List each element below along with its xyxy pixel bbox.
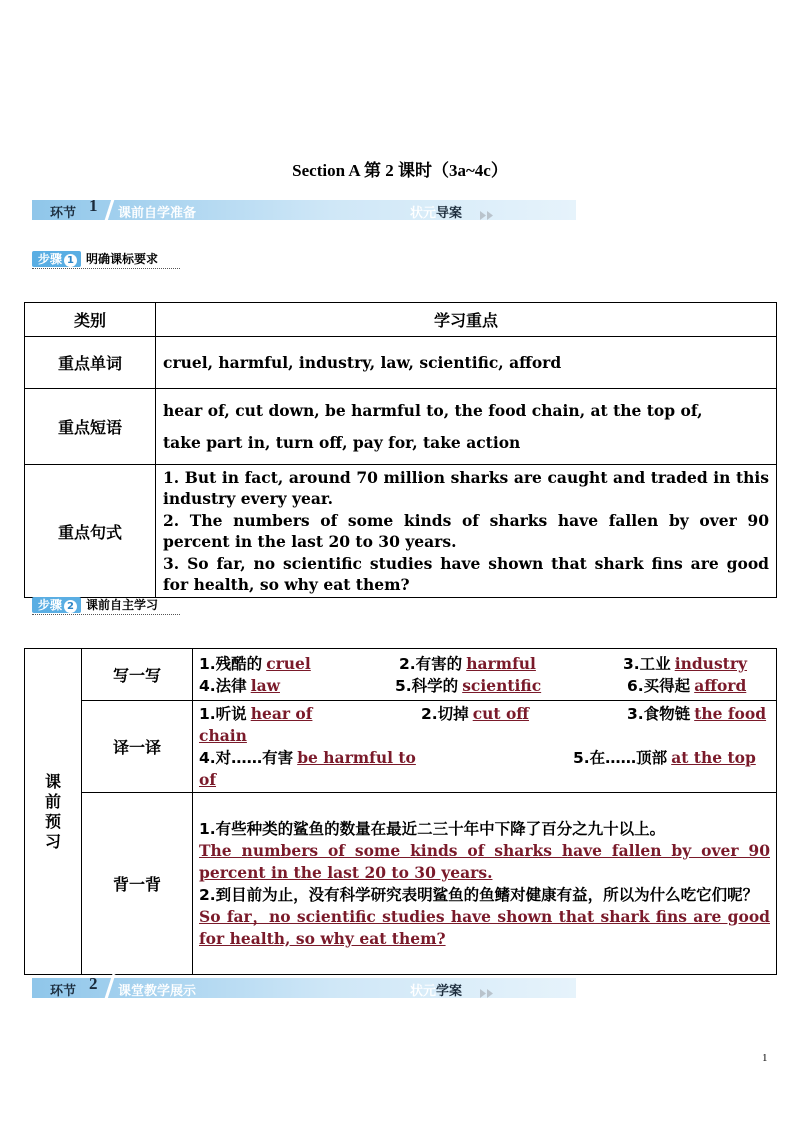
write-item-6: 6.买得起 afford bbox=[627, 675, 747, 695]
translate-item-3: 3.食物链 the food bbox=[627, 703, 767, 723]
row-label-recite: 背一背 bbox=[82, 793, 193, 975]
key-phrases bbox=[156, 389, 777, 465]
section-banner-2 bbox=[32, 974, 576, 999]
recite-answer-2: So far，no scientific studies have shown that shark fins are good for health, so why eat them? bbox=[199, 906, 770, 948]
recite-question-2: 2.到目前为止，没有科学研究表明鲨鱼的鱼鳍对健康有益，所以为什么吃它们呢？ bbox=[199, 885, 759, 904]
sentence-3: 3. So far, no scientific studies have shown that shark fins are good for health, so why eat them? bbox=[163, 553, 769, 594]
translate-items bbox=[193, 701, 777, 793]
write-item-5: 5.科学的 scientific bbox=[395, 675, 542, 695]
table-row-translate bbox=[25, 701, 777, 793]
row-label-phrases: 重点短语 bbox=[25, 389, 156, 465]
double-arrow-icon bbox=[480, 983, 494, 1002]
write-item-2: 2.有害的 harmful bbox=[399, 653, 536, 673]
banner-slash-icon bbox=[102, 974, 116, 1002]
write-item-1: 1.残酷的 cruel bbox=[199, 653, 311, 673]
banner-name: 课堂教学展示 bbox=[118, 984, 197, 999]
step-text: 明确课标要求 bbox=[86, 252, 159, 266]
row-label-translate: 译一译 bbox=[82, 701, 193, 793]
banner-number: 2 bbox=[89, 974, 98, 993]
step-1-label bbox=[32, 250, 158, 268]
step-text: 课前自主学习 bbox=[86, 598, 159, 612]
translate-item-5: 5.在……顶部 at the top bbox=[573, 747, 756, 767]
recite-answer-1: The numbers of some kinds of sharks have fallen by over 90 percent in the last 20 to 30 years. bbox=[199, 840, 770, 882]
step-number-icon: 2 bbox=[64, 600, 77, 613]
header-focus: 学习重点 bbox=[156, 303, 777, 337]
section-banner-1 bbox=[32, 196, 576, 221]
table-row-write bbox=[25, 649, 777, 701]
banner-right-label: 状元学案 bbox=[410, 984, 463, 999]
key-sentences bbox=[156, 465, 777, 598]
double-arrow-icon bbox=[480, 205, 494, 224]
step-pill: 步骤 1 bbox=[32, 251, 81, 267]
banner-number: 1 bbox=[89, 196, 98, 215]
translate-item-4: 4.对……有害 be harmful to bbox=[199, 747, 416, 767]
phrases-line-2: take part in, turn off, pay for, take action bbox=[163, 432, 521, 452]
translate-item-1: 1.听说 hear of bbox=[199, 703, 313, 723]
table-row-sentences bbox=[25, 465, 777, 598]
banner-right-label: 状元导案 bbox=[410, 206, 463, 221]
recite-question-1: 1.有些种类的鲨鱼的数量在最近二三十年中下降了百分之九十以上。 bbox=[199, 819, 666, 838]
row-label-sentences: 重点句式 bbox=[25, 465, 156, 598]
table-row-words bbox=[25, 337, 777, 389]
table-row-phrases bbox=[25, 389, 777, 465]
side-label-preview: 课 前 预 习 bbox=[25, 649, 82, 975]
sentence-2: 2. The numbers of some kinds of sharks have fallen by over 90 percent in the last 20 to 30 years. bbox=[163, 510, 769, 551]
sentence-1: 1. But in fact, around 70 million sharks are caught and traded in this industry every year. bbox=[163, 467, 769, 508]
translate-item-5-cont: of bbox=[199, 769, 217, 789]
recite-items bbox=[193, 793, 777, 975]
banner-tag: 环节 bbox=[50, 206, 77, 221]
banner-slash-icon bbox=[102, 196, 116, 224]
phrases-line-1: hear of, cut down, be harmful to, the food chain, at the top of, bbox=[163, 400, 703, 420]
translate-item-2: 2.切掉 cut off bbox=[421, 703, 530, 723]
learning-focus-table bbox=[24, 302, 777, 598]
step-2-label bbox=[32, 596, 158, 614]
step-number-icon: 1 bbox=[64, 254, 77, 267]
banner-name: 课前自学准备 bbox=[118, 206, 197, 221]
table-header-row bbox=[25, 303, 777, 337]
write-item-3: 3.工业 industry bbox=[623, 653, 748, 673]
row-label-write: 写一写 bbox=[82, 649, 193, 701]
page-number: 1 bbox=[762, 1052, 768, 1064]
write-item-4: 4.法律 law bbox=[199, 675, 280, 695]
translate-item-3-cont: chain bbox=[199, 725, 247, 745]
key-words: cruel, harmful, industry, law, scientific, afford bbox=[156, 337, 777, 389]
banner-tag: 环节 bbox=[50, 984, 77, 999]
row-label-words: 重点单词 bbox=[25, 337, 156, 389]
page-title: Section A 第 2 课时（3a~4c） bbox=[292, 161, 508, 180]
header-category: 类别 bbox=[25, 303, 156, 337]
table-row-recite bbox=[25, 793, 777, 975]
preview-table bbox=[24, 648, 777, 975]
write-items bbox=[193, 649, 777, 701]
step-pill: 步骤 2 bbox=[32, 597, 81, 613]
